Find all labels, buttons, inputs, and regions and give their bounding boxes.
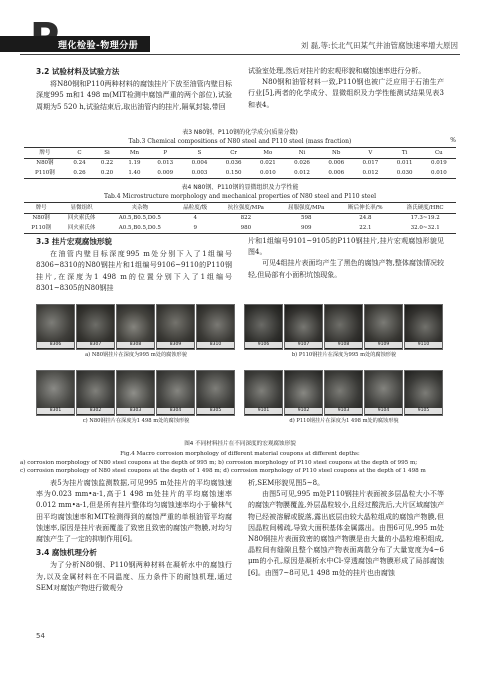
table-header-cell: 晶粒度/级: [183, 204, 208, 211]
table-cell: P110钢: [35, 169, 55, 176]
figure-panel-c: [36, 370, 236, 434]
table-cell: 0.012: [362, 169, 379, 176]
table-cell: 0.26: [73, 169, 86, 176]
table-cell: 0.017: [362, 160, 379, 166]
table-cell: 0.22: [100, 160, 114, 166]
table-cell: 4: [193, 215, 197, 221]
table-header-cell: C: [77, 149, 82, 156]
figure4-subcaption-2: c) corrosion morphology of N80 steel coupons at the depth of 1 498 m; d) corrosion morphology of P110 steel coupons at the depth of 1 498 m: [20, 468, 426, 474]
table-header-cell: 牌号: [35, 204, 47, 211]
table-cell: 1.19: [128, 160, 141, 166]
left-column-top: [36, 66, 232, 113]
table-cell: 0.009: [157, 169, 174, 176]
section-heading-3-4: 3.4 腐蚀机理分析: [36, 548, 97, 558]
table-header-cell: 牌号: [39, 149, 51, 156]
paragraph: 在油管内壁目标深度995 m处分别下入了1组编号8306~8310的N80钢挂片和1组编号9106~9110的P110钢挂片,在深度为1 498 m的位置分别下入了1组编号8301~8305的N80钢挂: [36, 250, 232, 292]
paragraph: 由图5可见,995 m处P110钢挂片表面被多层晶粒大小不等的腐蚀产物膜覆盖,外层晶粒较小,且经过酸洗后,大片区域腐蚀产物已经被溶解或脱落,露出底层由较大晶粒组成的腐蚀产物膜,但因晶粒间稀疏,导致大面积基体金属露出。由图6可见,995 m处N80钢挂片表面致密的腐蚀产物膜是由大量的小晶粒堆积组成,晶粒间有缝隙且整个腐蚀产物表面离散分布了大量宽度为4~6 μm的小孔,原因是凝析水中Cl-穿透腐蚀产物膜形成了局部腐蚀[6]。由图7~8可见,1 498 m处的挂片也由腐蚀: [248, 490, 444, 577]
coupon-photo: [244, 370, 283, 416]
coupon-photo: [284, 304, 323, 350]
table-cell: N80钢: [36, 160, 54, 166]
paragraph: N80钢和油管材料一致,P110钢也被广泛应用于石油生产行业[5],两者的化学成分、显微组织及力学性能测试结果见表3和表4。: [248, 78, 444, 109]
coupon-photo: [76, 370, 115, 416]
table-header-cell: 夹杂物: [131, 204, 149, 211]
table-cell: 0.012: [294, 169, 310, 176]
table-cell: 0.003: [191, 169, 208, 176]
table3-title-en: Tab.3 Chemical compositions of N80 steel and P110 steel (mass fraction): [128, 138, 352, 145]
table-cell: 0.006: [328, 160, 345, 166]
figure-panel-b: [244, 304, 444, 368]
coupon-label: 8306: [37, 342, 74, 348]
table-cell: P110钢: [31, 224, 51, 231]
left-column-bottom: [36, 478, 232, 594]
coupon-label: 8302: [77, 408, 114, 414]
panel-caption: a) N80钢挂片在深度为995 m处的腐蚀形貌: [85, 352, 187, 358]
coupon-photo: [364, 370, 403, 416]
table-cell: 0.021: [259, 160, 276, 166]
table-header-cell: Cu: [434, 149, 443, 156]
table-header-cell: 屈服强度/MPa: [288, 204, 325, 211]
left-column-middle: [36, 236, 232, 294]
table-header-cell: S: [197, 149, 202, 156]
paragraph: 片和1组编号9101~9105的P110钢挂片,挂片宏观腐蚀形貌见图4。: [248, 237, 444, 257]
table-header-cell: V: [368, 149, 373, 156]
table-cell: 0.011: [396, 160, 413, 166]
coupon-label: 9107: [285, 342, 322, 348]
table-header-cell: Mo: [263, 149, 273, 156]
table-header-cell: 抗拉强度/MPa: [227, 204, 264, 211]
coupon-label: 8309: [157, 342, 194, 348]
paragraph: 析,SEM形貌见图5~8。: [248, 479, 325, 487]
coupon-photo: [196, 304, 235, 350]
table-cell: 0.010: [430, 169, 447, 176]
table-cell: 0.019: [430, 160, 447, 166]
table-cell: 回火索氏体: [67, 215, 96, 221]
table-header-cell: Ni: [298, 149, 306, 156]
coupon-label: 8303: [117, 408, 154, 414]
table-header-cell: Si: [104, 149, 110, 156]
coupon-photo: [156, 370, 195, 416]
table3-title-cn: 表3 N80钢、P110钢的化学成分(质量分数): [182, 129, 298, 136]
table-cell: 0.036: [225, 160, 242, 166]
table-header-cell: Mn: [129, 149, 140, 156]
paragraph: 表5为挂片腐蚀监测数据,可见995 m处挂片的平均腐蚀速率为0.023 mm•a-1,高于1 498 m处挂片的平均腐蚀速率0.012 mm•a-1,但是所有挂片整体均匀腐蚀速率均小于榆林气田平均腐蚀速率和MIT检测得到的腐蚀严重的单根油管平均腐蚀速率,原因是挂片表面覆盖了致密且致密的腐蚀产物膜,对均匀腐蚀产生了一定的抑制作用[6]。: [36, 479, 232, 544]
table-cell: 822: [240, 215, 252, 221]
coupon-label: 9108: [325, 342, 362, 348]
figure4-title-en: Fig.4 Macro corrosion morphology of different material coupons at different depths:: [120, 451, 360, 457]
figure-panel-a: [36, 304, 236, 368]
panel-caption: c) N80钢挂片在深度为1 498 m处的腐蚀形貌: [82, 418, 190, 424]
table-header-row: [24, 148, 456, 159]
table-header-cell: Nb: [332, 149, 341, 156]
table3: [24, 147, 456, 179]
table3-unit: %: [450, 137, 456, 144]
coupon-photo: [116, 370, 155, 416]
coupon-label: 8310: [197, 342, 234, 348]
running-head: 刘 磊,等:长北气田某气井油管腐蚀速率增大原因: [300, 41, 458, 50]
table-row: [24, 213, 456, 223]
table-header-cell: P: [163, 149, 168, 156]
table-cell: 0.010: [259, 169, 276, 176]
panel-caption: d) P110钢挂片在深度为1 498 m处的腐蚀形貌: [289, 418, 399, 424]
coupon-label: 8308: [117, 342, 154, 348]
figure-4: [36, 304, 446, 438]
table-cell: 0.004: [191, 160, 208, 166]
table4-title-cn: 表4 N80钢、P110钢的显微组织及力学性能: [181, 184, 299, 191]
coupon-label: 8301: [37, 408, 74, 414]
coupon-label: 8305: [197, 408, 234, 414]
table-cell: 9: [193, 224, 197, 231]
table4: [24, 202, 456, 234]
figure4-subcaption-1: a) corrosion morphology of N80 steel coupons at the depth of 995 m; b) corrosion morphology of P110 steel coupons at the depth of 995 m;: [20, 460, 418, 466]
coupon-photo: [156, 304, 195, 350]
figure-panel-d: [244, 370, 444, 434]
page-number: 54: [36, 632, 45, 640]
table-cell: 909: [301, 224, 312, 231]
coupon-label: 9105: [405, 408, 442, 414]
header-rule: [20, 54, 460, 55]
table-header-cell: 洛氏硬度/HRC: [406, 204, 444, 211]
table-cell: 0.013: [157, 160, 174, 166]
table-cell: 0.006: [328, 169, 345, 176]
coupon-photo: [76, 304, 115, 350]
table-row: [24, 168, 456, 178]
table-cell: 32.0~32.1: [410, 224, 440, 231]
page-header: [0, 0, 480, 62]
table-header-cell: 断后伸长率/%: [348, 204, 383, 211]
paragraph: 将N80钢和P110两种材料的腐蚀挂片下放至油管内壁目标深度995 m和1 498 m(MIT检测中腐蚀严重的两个部位),试验周期为5 520 h,试验结束后,取出油管内的挂片,隔氧封装,带回: [36, 80, 232, 111]
coupon-label: 9102: [285, 408, 322, 414]
coupon-photo: [404, 370, 443, 416]
table-cell: 1.40: [128, 169, 141, 176]
table-row: [24, 158, 456, 168]
table-cell: 0.030: [396, 169, 413, 176]
coupon-photo: [364, 304, 403, 350]
coupon-photo: [324, 370, 363, 416]
section-heading-3-2: 3.2 试验材料及试验方法: [36, 67, 120, 76]
coupon-photo: [36, 370, 75, 416]
coupon-label: 8304: [157, 408, 194, 414]
table-cell: 17.3~19.2: [410, 215, 440, 221]
figure4-title-cn: 图4 不同材料挂片在不同深度的宏观腐蚀形貌: [184, 441, 296, 447]
table-cell: 0.026: [294, 160, 310, 166]
table-header-cell: Ti: [401, 149, 408, 156]
coupon-label: 9110: [405, 342, 442, 348]
table-cell: 回火索氏体: [67, 224, 96, 231]
table-cell: A0.5,B0.5,D0.5: [118, 215, 161, 221]
right-column-top: [248, 66, 444, 111]
table-cell: 0.24: [73, 160, 86, 166]
table-cell: A0.5,B0.5,D0.5: [118, 224, 161, 231]
paragraph: 为了分析N80钢、P110钢两种材料在凝析水中的腐蚀行为,以及金属材料在不同温度、压力条件下的耐蚀机理,通过SEM对腐蚀产物进行微观分: [36, 561, 232, 592]
coupon-label: 9106: [245, 342, 282, 348]
coupon-label: 9103: [325, 408, 362, 414]
right-column-middle: [248, 236, 444, 281]
section-heading-3-3: 3.3 挂片宏观腐蚀形貌: [36, 237, 112, 246]
coupon-photo: [116, 304, 155, 350]
table-cell: 980: [240, 224, 252, 231]
table-cell: N80钢: [32, 215, 50, 221]
table-cell: 24.8: [359, 215, 372, 221]
coupon-label: 9109: [365, 342, 402, 348]
coupon-photo: [324, 304, 363, 350]
table-header-row: [24, 203, 456, 214]
coupon-photo: [404, 304, 443, 350]
table4-title-en: Tab.4 Microstructure morphology and mechanical properties of N80 steel and P110 steel: [103, 193, 377, 200]
coupon-photo: [36, 304, 75, 350]
paragraph: 可见4组挂片表面均产生了黑色的腐蚀产物,整体腐蚀情况较轻,但局部有小面积坑蚀现象。: [248, 259, 444, 279]
table-row: [24, 223, 456, 233]
panel-caption: b) P110钢挂片在深度为995 m处的腐蚀形貌: [291, 352, 397, 358]
coupon-photo: [196, 370, 235, 416]
coupon-label: 9101: [245, 408, 282, 414]
coupon-photo: [284, 370, 323, 416]
table-cell: 598: [301, 215, 312, 221]
paragraph: 试验室处理,然后对挂片的宏观形貌和腐蚀速率进行分析。: [248, 67, 426, 75]
journal-label: 理化检验-物理分册: [58, 41, 139, 51]
right-column-bottom: [248, 478, 444, 579]
table-header-cell: 显微组织: [70, 204, 93, 211]
table-header-cell: Cr: [230, 149, 238, 156]
coupon-photo: [244, 304, 283, 350]
table-cell: 22.1: [359, 224, 372, 231]
coupon-label: 9104: [365, 408, 402, 414]
table-cell: 0.150: [225, 169, 242, 176]
table-cell: 0.20: [100, 169, 114, 176]
coupon-label: 8307: [77, 342, 114, 348]
